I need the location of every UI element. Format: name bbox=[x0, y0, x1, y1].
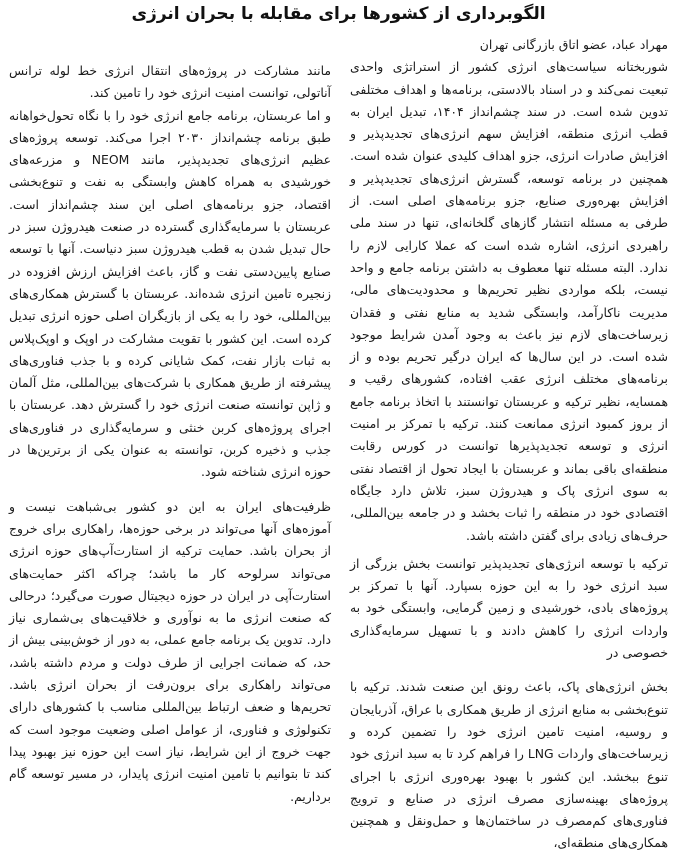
paragraph-gap bbox=[9, 484, 331, 496]
paragraph-gap bbox=[350, 664, 668, 676]
left-column bbox=[9, 60, 331, 808]
paragraph-right-3: بخش انرژی‌های پاک، باعث رونق این صنعت شدند. ترکیه با تنوع‌بخشی به منابع انرژی از طریق همکاری با عراق، آذربایجان و روسیه، امنیت تامین انرژی خود را تضمین کرده و زیرساخت‌های واردات LNG را فراهم کرد تا به سبد انرژی خود تنوع ببخشد. این کشور با بهبود بهره‌وری انرژی با اجرای پروژه‌های بهینه‌سازی مصرف انرژی در صنایع و ترویج فناوری‌های کم‌مصرف در ساختمان‌ها و حمل‌ونقل و همچنین همکاری‌های منطقه‌ای، bbox=[350, 679, 668, 851]
article-author: مهراد عباد، عضو اتاق بازرگانی تهران bbox=[479, 37, 668, 52]
paragraph-right-1: شوربختانه سیاست‌های انرژی کشور از استراتژی واحدی تبعیت نمی‌کند و در اسناد بالادستی، برنامه‌ها و اهداف مختلفی تدوین شده است. در سند چشم‌انداز ۱۴۰۴، تبدیل ایران به قطب انرژی منطقه، افزایش سهم انرژی‌های تجدیدپذیر و افزایش صادرات انرژی، جزو اهداف کلیدی عنوان شده است. همچنین در برنامه توسعه، گسترش انرژی‌های تجدیدپذیر و افزایش بهره‌وری صنایع، جزو برنامه‌های اصلی است. از طرفی به مسئله انتشار گازهای گلخانه‌ای، تنها در سند ملی راهبردی انرژی، اشاره شده است که عملا کارایی لازم را ندارد. البته مسئله تنها معطوف به داشتن برنامه جامع و واحد نیست، بلکه مواردی نظیر تحریم‌ها و محدودیت‌های مالی، مدیریت ناکارآمد، وابستگی شدید به منابع نفتی و فقدان زیرساخت‌های لازم نیز باعث به وجود آمدن شرایط موجود شده است. در این سال‌ها که ایران درگیر تحریم بوده و از برنامه‌های مختلف انرژی عقب افتاده، کشورهای رقیب و همسایه، نظیر ترکیه و عربستان توانستند با اتخاذ برنامه جامع از بروز کمبود انرژی ممانعت کنند. ترکیه با تمرکز بر امنیت انرژی و توسعه تجدیدپذیرها توانست در کورس رقابت منطقه‌ای باقی بماند و عربستان با ایجاد تحول از اقتصاد نفتی به سوی انرژی پاک و هیدروژن سبز، تلاش دارد جایگاه اقتصادی خود در منطقه را ثبات بخشد و در جامعه بین‌المللی، حرف‌های زیادی برای گفتن داشته باشد. bbox=[350, 59, 669, 543]
paragraph-left-3: ظرفیت‌های ایران به این دو کشور بی‌شباهت نیست و آموزه‌های آنها می‌تواند در برخی حوزه‌ها، راهکاری برای خروج از بحران باشد. حمایت ترکیه از استارت‌آپ‌های حوزه انرژی می‌تواند سرلوحه کار ما باشد؛ چراکه اکثر حمایت‌های استارت‌آپی در ایران در حوزه دیجیتال صورت می‌گیرد؛ درحالی که صنعت انرژی ما به نوآوری و خلاقیت‌های بی‌شماری نیاز دارد. تدوین یک برنامه جامع عملی، به دور از خوش‌بینی بیش از حد، که ضمانت اجرایی از طرف دولت و مردم داشته باشد، می‌تواند راهکاری برای برون‌رفت از بحران انرژی باشد. تحریم‌ها و ضعف ارتباط بین‌المللی مناسب با کشورهای دارای تکنولوژی و فناوری، از عوامل اصلی وضعیت موجود است که جهت خروج از این شرایط، نیاز است این حوزه نیز بهبود پیدا کند تا بتوانیم با تامین امنیت انرژی پایدار، در مسیر توسعه گام برداریم. bbox=[9, 498, 331, 804]
article-title: الگوبرداری از کشورها برای مقابله با بحران انرژی bbox=[131, 4, 546, 24]
paragraph-right-2: ترکیه با توسعه انرژی‌های تجدیدپذیر توانست بخش بزرگی از سبد انرژی خود را به این حوزه بسپارد. آنها با تمرکز بر پروژه‌های بادی، خورشیدی و زمین گرمایی، وابستگی خود به واردات انرژی را کاهش دادند و با تسهیل سرمایه‌گذاری خصوصی در bbox=[350, 555, 668, 661]
right-column bbox=[350, 34, 668, 855]
paragraph-left-1: مانند مشارکت در پروژه‌های انتقال انرژی خط لوله ترانس آناتولی، توانست امنیت انرژی خود را تامین کند. bbox=[9, 63, 331, 101]
paragraph-left-2: و اما عربستان، برنامه جامع انرژی خود را با نگاه تحول‌خواهانه طبق برنامه چشم‌انداز ۲۰۳۰ اجرا می‌کند. توسعه پروژه‌های عظیم انرژی‌های تجدیدپذیر، مانند NEOM و مزرعه‌های خورشیدی به همراه کاهش وابستگی به نفت و تنوع‌بخشی اقتصاد، جزو برنامه‌های اصلی این سند چشم‌انداز است. عربستان با سرمایه‌گذاری گسترده در صنعت هیدروژن سبز در حال تبدیل شدن به قطب هیدروژن سبز دنیاست. آنها با توسعه صنایع پایین‌دستی نفت و گاز، باعث افزایش ارزش افزوده در زنجیره تامین انرژی شده‌اند. عربستان با گسترش همکاری‌های بین‌المللی، خود را به یکی از بازیگران اصلی حوزه انرژی تبدیل کرده است. این کشور با تقویت مشارکت در اوپک و اوپک‌پلاس به ثبات بازار نفت، کمک شایانی کرده و با جذب فناوری‌های پیشرفته از طریق همکاری با شرکت‌های بین‌المللی، مثل آلمان و ژاپن توانسته صنعت انرژی خود را گسترش دهد. عربستان با اجرای پروژه‌های کربن خنثی و سرمایه‌گذاری در فناوری‌های جذب و ذخیره کربن، توانسته به عنوان یکی از برترین‌ها در حوزه انرژی شناخته شود. bbox=[9, 107, 331, 480]
